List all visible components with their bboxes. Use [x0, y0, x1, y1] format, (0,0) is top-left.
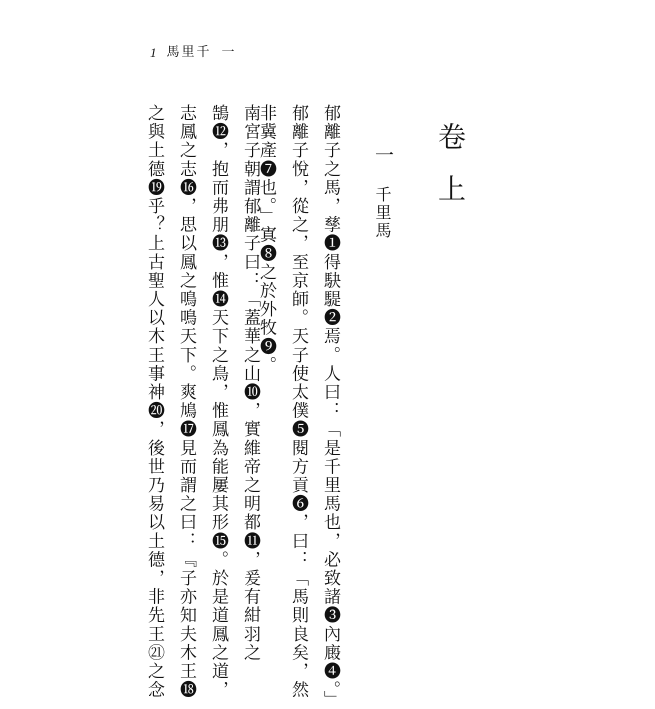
section-number: 一: [372, 145, 394, 164]
section-title: 千里馬: [373, 186, 392, 240]
text-column-2: 郁離子悅，從之，至京師。天子使太僕❺閱方貢❻，曰：「馬則良矣，然: [288, 104, 308, 700]
text-column-3: 非冀產❼也。」寘❽之於外牧❾。: [256, 104, 276, 375]
chapter-title: 卷上: [434, 122, 467, 226]
page-number: 1: [150, 45, 157, 60]
text-column-1: 郁離子之馬，孳❶得駃騠❷焉。人曰：「是千里馬也，必致諸❸內廄❹。」: [320, 104, 340, 709]
running-number: 一: [221, 45, 235, 60]
text-column-5: 鵠⓬，抱而弗朋⓭，惟⓮天下之鳥，惟鳳為能屢其形⓯。於是道鳳之道，: [208, 104, 228, 700]
text-column-4: 南宮子朝謂郁離子曰：「蓋華之山❿，實維帝之明都⓫，爰有紺羽之: [240, 104, 260, 662]
text-column-6: 志鳳之志⓰，思以鳳之鳴鳴天下。爽鳩⓱見而謂之曰：『子亦知夫木王⓲: [176, 104, 196, 700]
running-header: [150, 46, 235, 59]
text-column-7: 之與土德⓳乎？上古聖人以木王事神⓴，後世乃易以土德，非先王㉑之念: [144, 104, 164, 700]
running-title: 馬里千: [166, 45, 212, 60]
